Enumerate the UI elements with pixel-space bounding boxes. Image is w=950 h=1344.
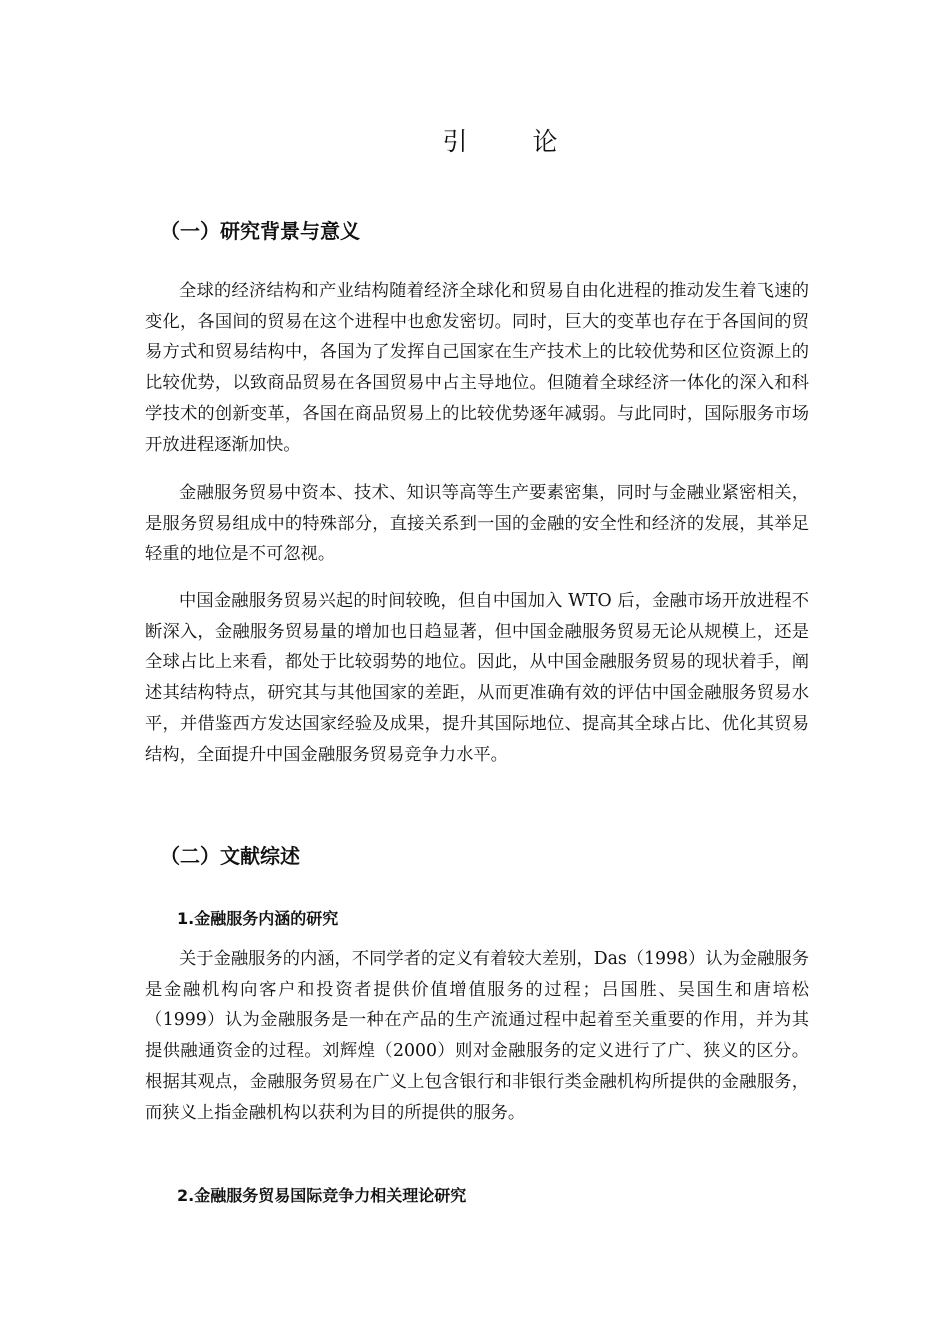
section-heading-literature: （二）文献综述: [160, 844, 300, 868]
subsection-heading-2: 2.金融服务贸易国际竞争力相关理论研究: [177, 1186, 467, 1205]
paragraph-background-1: 全球的经济结构和产业结构随着经济全球化和贸易自由化进程的推动发生着飞速的变化，各国间的贸易在这个进程中也愈发密切。同时，巨大的变革也存在于各国间的贸易方式和贸易结构中，各国为了发挥自己国家在生产技术上的比较优势和区位资源上的比较优势，以致商品贸易在各国贸易中占主导地位。但随着全球经济一体化的深入和科学技术的创新变革，各国在商品贸易上的比较优势逐年减弱。与此同时，国际服务市场开放进程逐渐加快。: [145, 281, 809, 455]
paragraph-background-3: 中国金融服务贸易兴起的时间较晚，但自中国加入 WTO 后，金融市场开放进程不断深入，金融服务贸易量的增加也日趋显著，但中国金融服务贸易无论从规模上，还是全球占比上来看，都处于比较弱势的地位。因此，从中国金融服务贸易的现状着手，阐述其结构特点，研究其与其他国家的差距，从而更准确有效的评估中国金融服务贸易水平，并借鉴西方发达国家经验及成果，提升其国际地位、提高其全球占比、优化其贸易结构，全面提升中国金融服务贸易竞争力水平。: [145, 591, 809, 765]
paragraph-literature-1: 关于金融服务的内涵，不同学者的定义有着较大差别，Das（1998）认为金融服务是金融机构向客户和投资者提供价值增值服务的过程；吕国胜、吴国生和唐培松（1999）认为金融服务是一种在产品的生产流通过程中起着至关重要的作用，并为其提供融通资金的过程。刘辉煌（2000）则对金融服务的定义进行了广、狭义的区分。根据其观点，金融服务贸易在广义上包含银行和非银行类金融机构所提供的金融服务，而狭义上指金融机构以获利为目的所提供的服务。: [145, 949, 810, 1123]
subsection-heading-1: 1.金融服务内涵的研究: [177, 909, 339, 928]
page-title: 引 论: [442, 127, 578, 156]
section-heading-background: （一）研究背景与意义: [160, 219, 360, 243]
paragraph-background-2: 金融服务贸易中资本、技术、知识等高等生产要素密集，同时与金融业紧密相关，是服务贸易组成中的特殊部分，直接关系到一国的金融的安全性和经济的发展，其举足轻重的地位是不可忽视。: [145, 483, 809, 565]
